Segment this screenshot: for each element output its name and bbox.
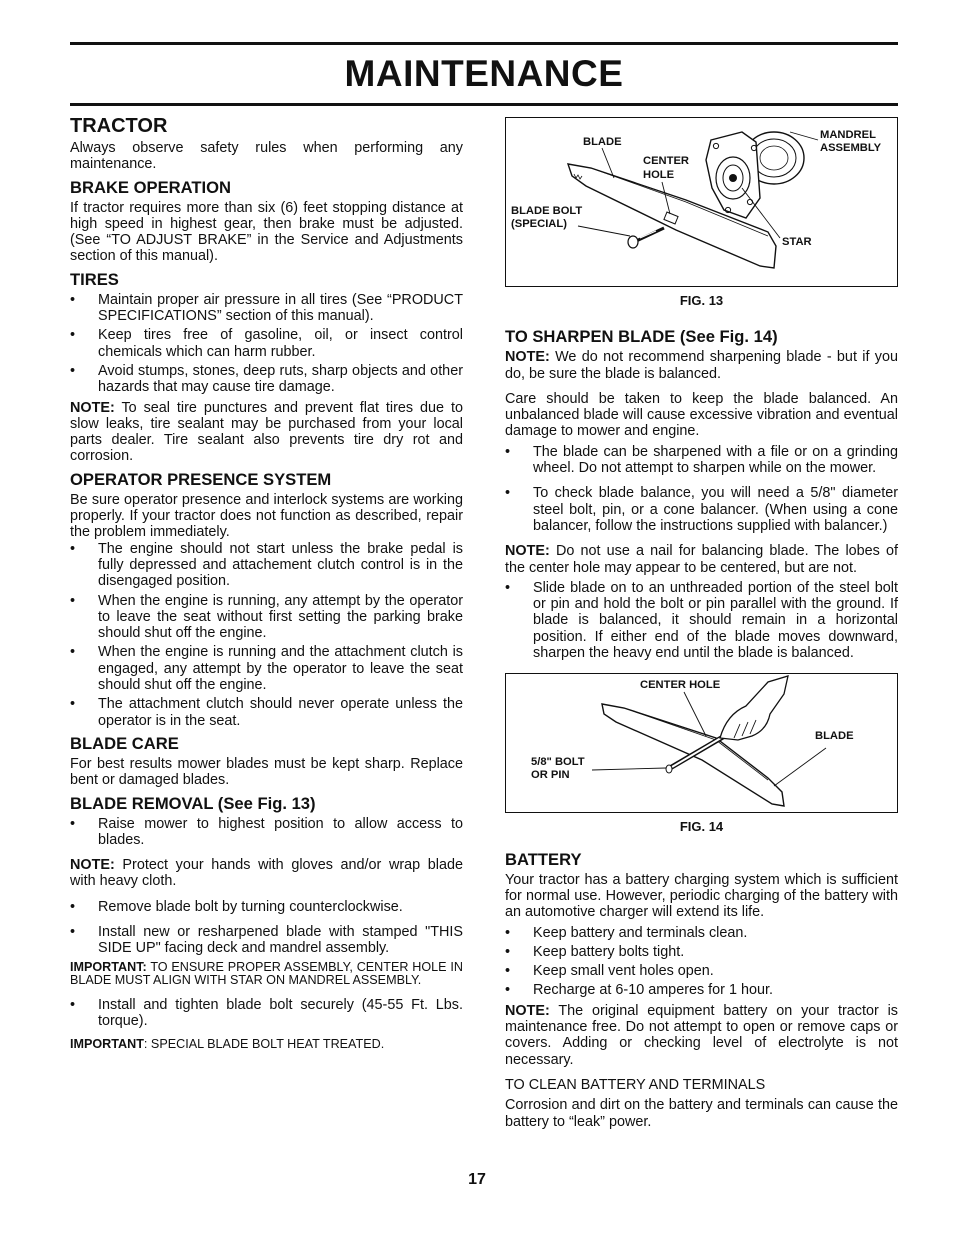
list-item: • The attachment clutch should never operate unless the operator is in the seat. — [70, 696, 463, 729]
operator-list — [70, 541, 463, 729]
fig13-label-mandrel: MANDREL — [820, 129, 876, 141]
fig13-label-special: (SPECIAL) — [511, 218, 567, 230]
blade-bolt-drawing — [628, 228, 664, 248]
note-text: Protect your hands with gloves and/or wrap blade with heavy cloth. — [70, 857, 463, 890]
sharpen-note-2 — [505, 543, 898, 576]
list-item: • Keep small vent holes open. — [505, 963, 898, 979]
tires-heading: TIRES — [70, 269, 119, 289]
fig13-label-bolt: BLADE BOLT — [511, 205, 583, 217]
fig14-label-pin: OR PIN — [531, 769, 570, 782]
note-text: We do not recommend sharpening blade - but if you do, be sure the blade is balanced. — [505, 349, 898, 382]
battery-text: Your tractor has a battery charging system which is sufficient for normal use. However, periodic charging of the battery with an automotive charger will extend its life. — [505, 871, 898, 921]
brake-heading: BRAKE OPERATION — [70, 177, 232, 197]
operator-text: Be sure operator presence and interlock systems are working properly. If your tractor does not function as described, repair the problem immediately. — [70, 491, 463, 541]
tractor-intro: Always observe safety rules when performing any maintenance. — [70, 140, 463, 173]
list-item: • Keep battery and terminals clean. — [505, 925, 898, 941]
blade-balance-drawing — [506, 674, 899, 812]
note-text: To seal tire punctures and prevent flat tires due to slow leaks, tire sealant may be purchased from your local parts dealer. Tire sealant also prevents tire dry rot and corrosion. — [70, 399, 463, 465]
fig14-caption: FIG. 14 — [679, 819, 724, 835]
page-number: 17 — [468, 1171, 486, 1188]
list-item: • Keep battery bolts tight. — [505, 944, 898, 960]
sharpen-text: Care should be taken to keep the blade balanced. An unbalanced blade will cause excessive vibration and eventual damage to mower and engine. — [505, 390, 898, 440]
list-item: • Slide blade on to an unthreaded portion of the steel bolt or pin and hold the bolt or pin parallel with the ground. If blade is balanced, it should remain in a horizontal position. If either end of the blade moves downward, sharpen the heavy end until the blade is balanced. — [505, 580, 898, 661]
tractor-heading: TRACTOR — [70, 115, 168, 137]
fig13-caption: FIG. 13 — [679, 293, 724, 308]
list-item: • Recharge at 6-10 amperes for 1 hour. — [505, 982, 898, 998]
list-item: • When the engine is running, any attempt by the operator to leave the seat without first setting the parking brake should shut off the engine. — [70, 593, 463, 642]
blade-removal-list-1 — [70, 816, 463, 849]
top-rule — [70, 42, 898, 45]
fig14-label-blade: BLADE — [815, 730, 854, 743]
blade-removal-list-3 — [70, 997, 463, 1030]
blade-removal-list-2 — [70, 899, 463, 957]
battery-clean-heading: TO CLEAN BATTERY AND TERMINALS — [505, 1076, 766, 1093]
list-item: • To check blade balance, you will need a 5/8" diameter steel bolt, pin, or a cone balancer. (When using a cone balancer, follow the instructions supplied with balancer.) — [505, 485, 898, 534]
title-rule — [70, 103, 898, 106]
list-item: • Raise mower to highest position to allow access to blades. — [70, 816, 463, 849]
list-item: • Keep tires free of gasoline, oil, or insect control chemicals which can harm rubber. — [70, 327, 463, 360]
note-text: The original equipment battery on your tractor is maintenance free. Do not attempt to open or remove caps or covers. Adding or checking level of electrolyte is not necessary. — [505, 1002, 898, 1068]
list-item: • Install and tighten blade bolt securely (45-55 Ft. Lbs. torque). — [70, 997, 463, 1030]
fig13-label-star: STAR — [782, 236, 812, 248]
note-label: NOTE: — [70, 399, 115, 416]
fig13-label-center: CENTER — [643, 155, 689, 167]
blade-care-heading: BLADE CARE — [70, 733, 179, 753]
battery-note — [505, 1003, 898, 1068]
tires-list — [70, 292, 463, 396]
important-label: IMPORTANT: — [70, 959, 147, 974]
note-label: NOTE: — [505, 349, 550, 366]
blade-removal-note — [70, 857, 463, 890]
page-title: MAINTENANCE — [344, 53, 624, 94]
blade-care-text: For best results mower blades must be kept sharp. Replace bent or damaged blades. — [70, 755, 463, 789]
note-label: NOTE: — [505, 543, 550, 560]
note-text: Do not use a nail for balancing blade. The lobes of the center hole may appear to be centered, but are not. — [505, 543, 899, 576]
list-item: • Install new or resharpened blade with stamped "THIS SIDE UP" facing deck and mandrel assembly. — [70, 924, 463, 957]
important-label: IMPORTANT — [70, 1037, 144, 1052]
list-item: • Avoid stumps, stones, deep ruts, sharp objects and other hazards that may cause tire damage. — [70, 363, 463, 396]
sharpen-list-2 — [505, 580, 898, 661]
fig13-label-blade: BLADE — [583, 136, 622, 148]
fig13-illustration — [505, 117, 898, 287]
list-item: • Remove blade bolt by turning counterclockwise. — [70, 899, 463, 915]
important-text: : SPECIAL BLADE BOLT HEAT TREATED. — [143, 1037, 385, 1052]
right-column — [505, 117, 898, 1134]
important-text: TO ENSURE PROPER ASSEMBLY, CENTER HOLE IN BLADE MUST ALIGN WITH STAR ON MANDREL ASSEMBLY. — [70, 959, 463, 988]
battery-list — [505, 925, 898, 999]
hand-drawing — [720, 676, 788, 740]
list-item: • The blade can be sharpened with a file or on a grinding wheel. Do not attempt to sharpen while on the mower. — [505, 444, 898, 477]
blade-removal-heading: BLADE REMOVAL (See Fig. 13) — [70, 793, 316, 813]
fig14-label-bolt: 5/8" BOLT — [531, 756, 585, 769]
list-item: • When the engine is running and the attachment clutch is engaged, any attempt by the operator to leave the seat should shut off the engine. — [70, 644, 463, 693]
sharpen-list — [505, 444, 898, 534]
fig13-label-hole: HOLE — [643, 169, 675, 181]
left-column — [70, 114, 463, 1056]
list-item: • Maintain proper air pressure in all tires (See “PRODUCT SPECIFICATIONS” section of this manual). — [70, 292, 463, 325]
fig14-illustration — [505, 673, 898, 813]
battery-heading: BATTERY — [505, 849, 582, 869]
important-2 — [70, 1038, 463, 1052]
brake-text: If tractor requires more than six (6) feet stopping distance at high speed in highest gear, then brake must be adjusted. (See “TO ADJUST BRAKE” in the Service and Adjustments section of this manual). — [70, 199, 463, 265]
list-item: • The engine should not start unless the brake pedal is fully depressed and attachement clutch control is in the disengaged position. — [70, 541, 463, 590]
battery-clean-text: Corrosion and dirt on the battery and terminals can cause the battery to “leak” power. — [505, 1097, 898, 1130]
tires-note — [70, 400, 463, 465]
note-label: NOTE: — [505, 1002, 550, 1019]
note-label: NOTE: — [70, 857, 115, 874]
operator-heading: OPERATOR PRESENCE SYSTEM — [70, 469, 332, 489]
fig14-label-center-hole: CENTER HOLE — [640, 679, 721, 692]
sharpen-heading: TO SHARPEN BLADE (See Fig. 14) — [505, 327, 778, 347]
sharpen-note-1 — [505, 349, 898, 382]
important-1 — [70, 961, 463, 988]
fig13-label-assembly: ASSEMBLY — [820, 142, 882, 154]
